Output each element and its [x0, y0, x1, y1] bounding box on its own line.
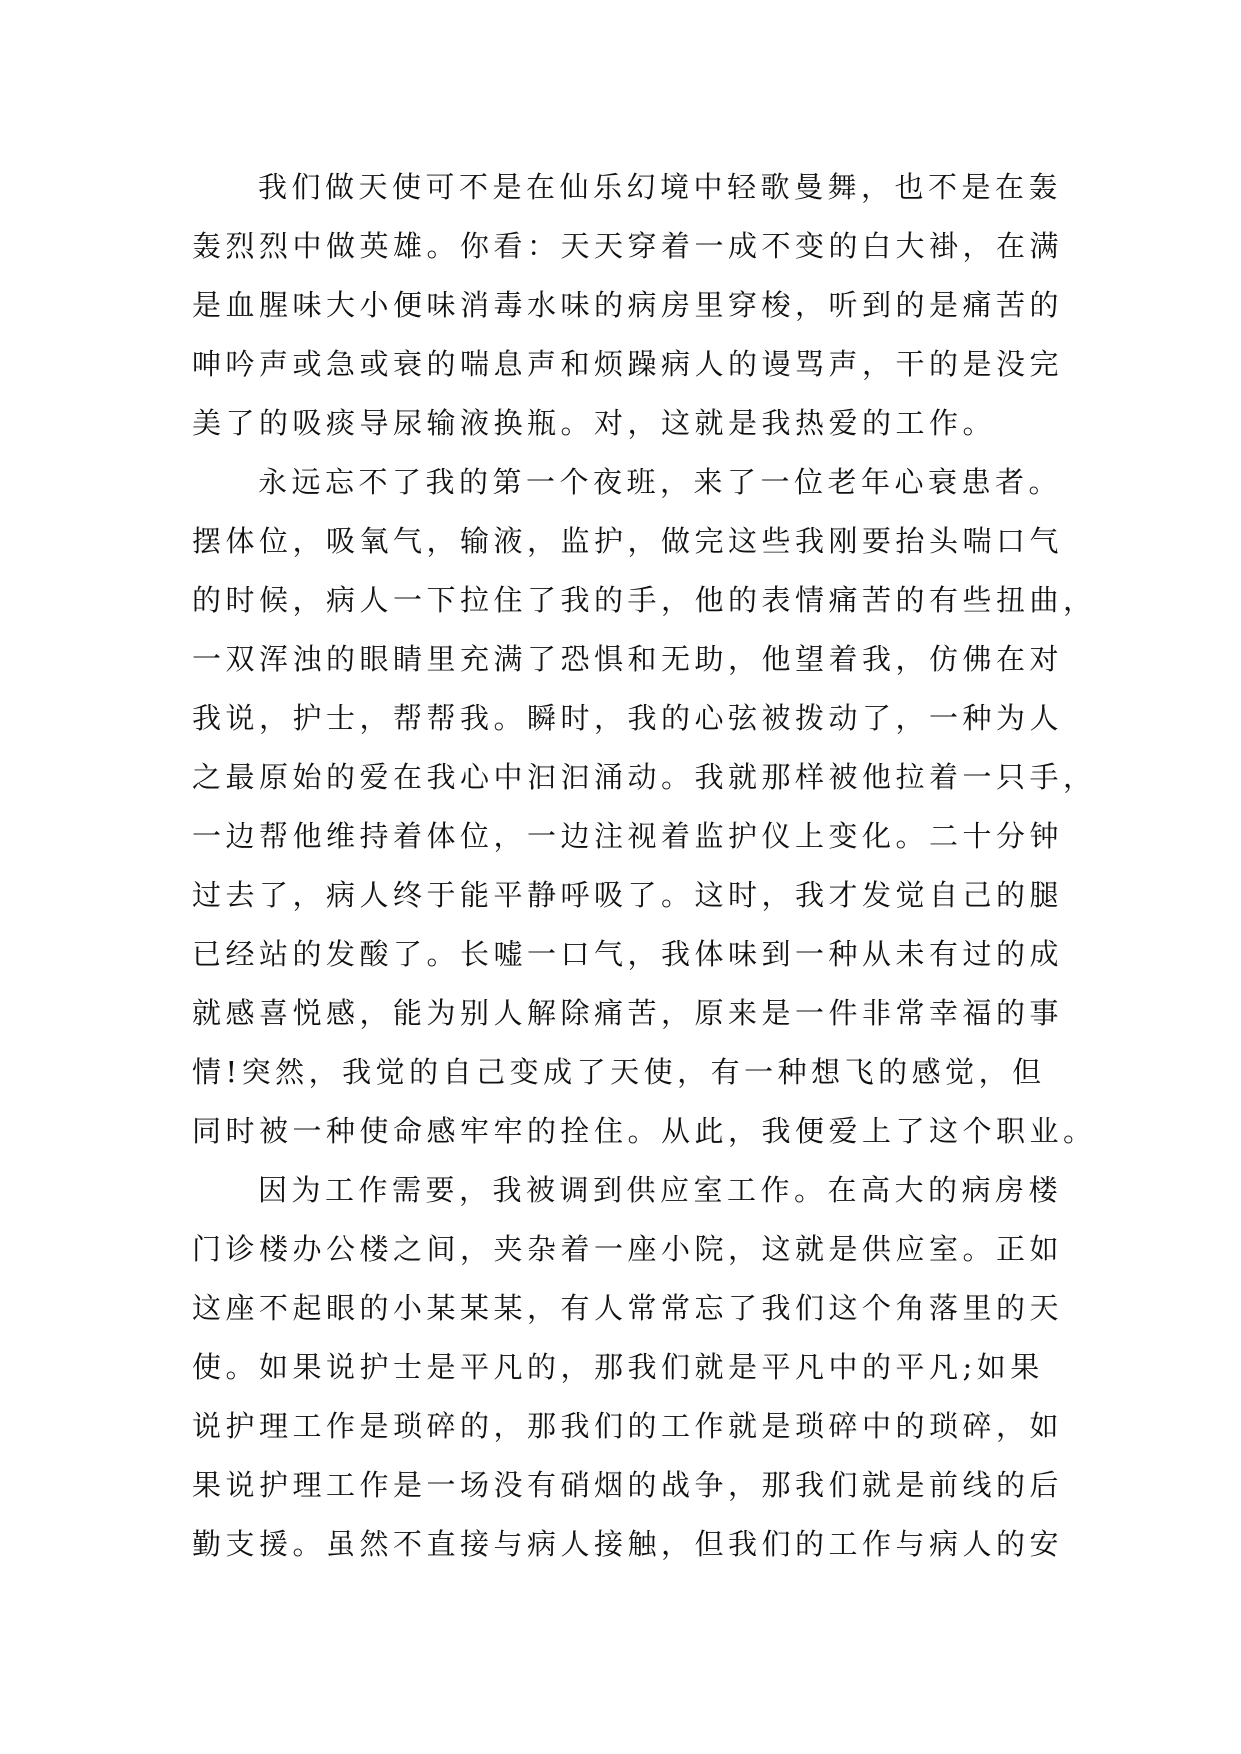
text-line: 情!突然，我觉的自己变成了天使，有一种想飞的感觉，但 — [192, 1055, 1046, 1089]
text-line: 过去了，病人终于能平静呼吸了。这时，我才发觉自己的腿 — [192, 878, 1064, 912]
text-line: 轰烈烈中做英雄。你看：天天穿着一成不变的白大褂，在满 — [192, 229, 1064, 263]
body-text — [192, 158, 1097, 1574]
paragraph-1 — [192, 158, 1064, 453]
text-line: 我们做天使可不是在仙乐幻境中轻歌曼舞，也不是在轰 — [258, 170, 1063, 204]
text-line: 摆体位，吸氧气，输液，监护，做完这些我刚要抬头喘口气 — [192, 524, 1064, 558]
text-line: 同时被一种使命感牢牢的拴住。从此，我便爱上了这个职业。 — [192, 1114, 1097, 1148]
text-line: 这座不起眼的小某某某，有人常常忘了我们这个角落里的天 — [192, 1291, 1064, 1325]
text-line: 就感喜悦感，能为别人解除痛苦，原来是一件非常幸福的事 — [192, 996, 1064, 1030]
text-line: 已经站的发酸了。长嘘一口气，我体味到一种从未有过的成 — [192, 937, 1064, 971]
text-line: 一边帮他维持着体位，一边注视着监护仪上变化。二十分钟 — [192, 819, 1064, 853]
text-line: 永远忘不了我的第一个夜班，来了一位老年心衰患者。 — [258, 465, 1063, 499]
text-line: 果说护理工作是一场没有硝烟的战争，那我们就是前线的后 — [192, 1468, 1064, 1502]
text-line: 我说，护士，帮帮我。瞬时，我的心弦被拨动了，一种为人 — [192, 701, 1064, 735]
text-line: 门诊楼办公楼之间，夹杂着一座小院，这就是供应室。正如 — [192, 1232, 1064, 1266]
text-line: 使。如果说护士是平凡的，那我们就是平凡中的平凡;如果 — [192, 1350, 1044, 1384]
text-line: 一双浑浊的眼睛里充满了恐惧和无助，他望着我，仿佛在对 — [192, 642, 1064, 676]
text-line: 的时候，病人一下拉住了我的手，他的表情痛苦的有些扭曲， — [192, 583, 1097, 617]
text-line: 因为工作需要，我被调到供应室工作。在高大的病房楼 — [258, 1173, 1063, 1207]
text-line: 美了的吸痰导尿输液换瓶。对，这就是我热爱的工作。 — [192, 406, 997, 440]
text-line: 呻吟声或急或衰的喘息声和烦躁病人的谩骂声，干的是没完 — [192, 347, 1064, 381]
text-line: 之最原始的爱在我心中汩汩涌动。我就那样被他拉着一只手， — [192, 760, 1097, 794]
text-line: 说护理工作是琐碎的，那我们的工作就是琐碎中的琐碎，如 — [192, 1409, 1064, 1443]
paragraph-2 — [192, 453, 1097, 1161]
text-line: 勤支援。虽然不直接与病人接触，但我们的工作与病人的安 — [192, 1527, 1064, 1561]
text-line: 是血腥味大小便味消毒水味的病房里穿梭，听到的是痛苦的 — [192, 288, 1064, 322]
paragraph-3 — [192, 1161, 1064, 1574]
